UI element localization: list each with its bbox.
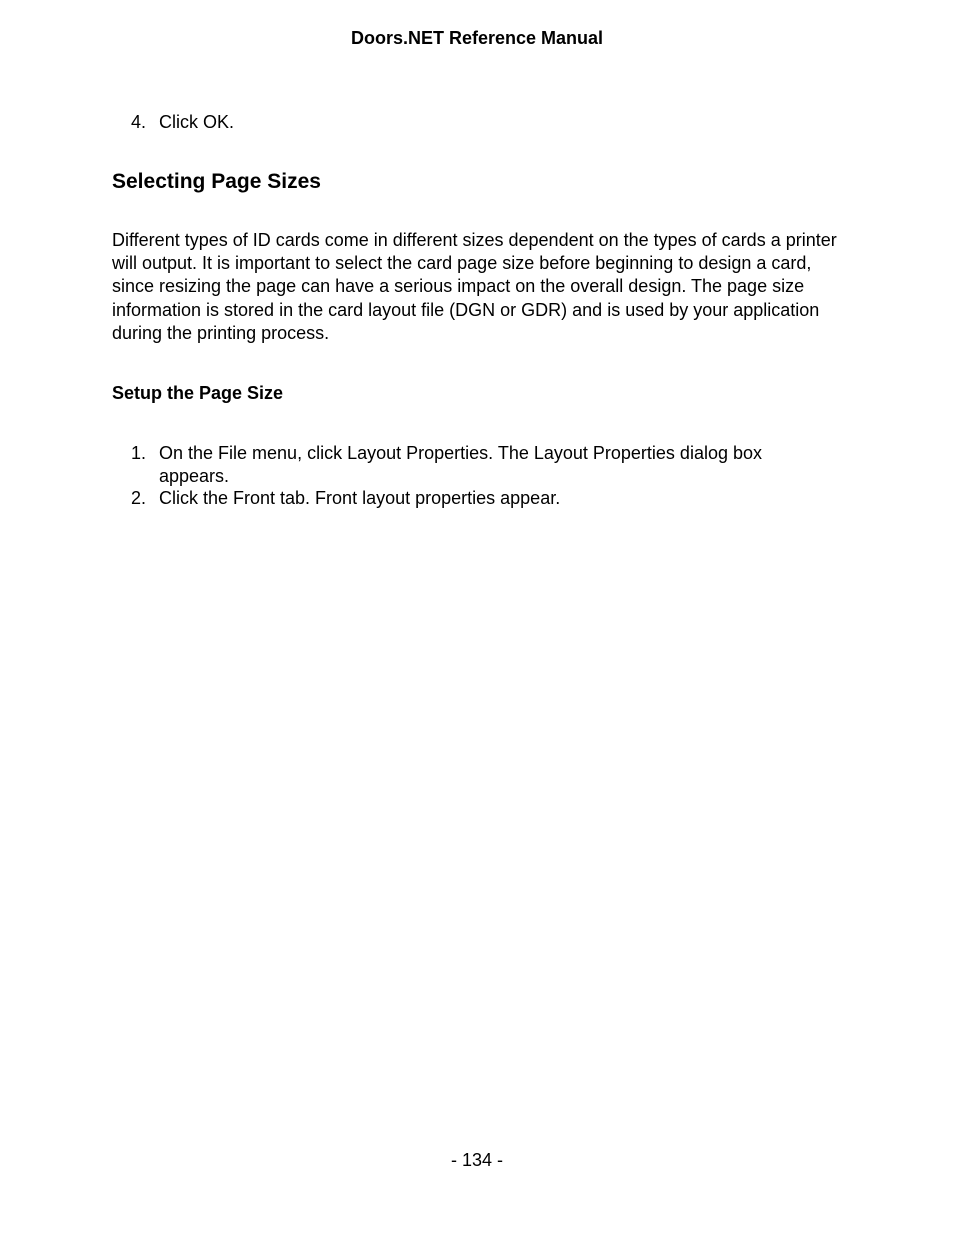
body-paragraph: Different types of ID cards come in different sizes dependent on the types of cards a printer will output. It is important to select the card page size before beginning to design a card, since resizing the page can have a serious impact on the overall design. The page size information is stored in the card layout file (DGN or GDR) and is used by your application during the printing process. xyxy=(112,230,837,343)
subsection-heading: Setup the Page Size xyxy=(112,383,284,403)
page-header: Doors.NET Reference Manual xyxy=(350,28,604,48)
list-item xyxy=(131,487,809,510)
list-item-text: Click OK. xyxy=(159,112,235,132)
list-item-number: 2. xyxy=(131,488,147,508)
list-item-number: 4. xyxy=(131,112,147,132)
page-number: - 134 - xyxy=(450,1150,504,1170)
list-item-number: 1. xyxy=(131,443,147,463)
section-heading: Selecting Page Sizes xyxy=(112,170,321,193)
list-item-text: Click the Front tab. Front layout properties appear. xyxy=(159,488,561,508)
list-item-text: On the File menu, click Layout Properties. The Layout Properties dialog box appears. xyxy=(159,443,762,486)
list-item xyxy=(131,442,809,487)
steps-list xyxy=(131,442,809,510)
list-item xyxy=(131,111,809,134)
previous-steps-list xyxy=(131,111,809,134)
